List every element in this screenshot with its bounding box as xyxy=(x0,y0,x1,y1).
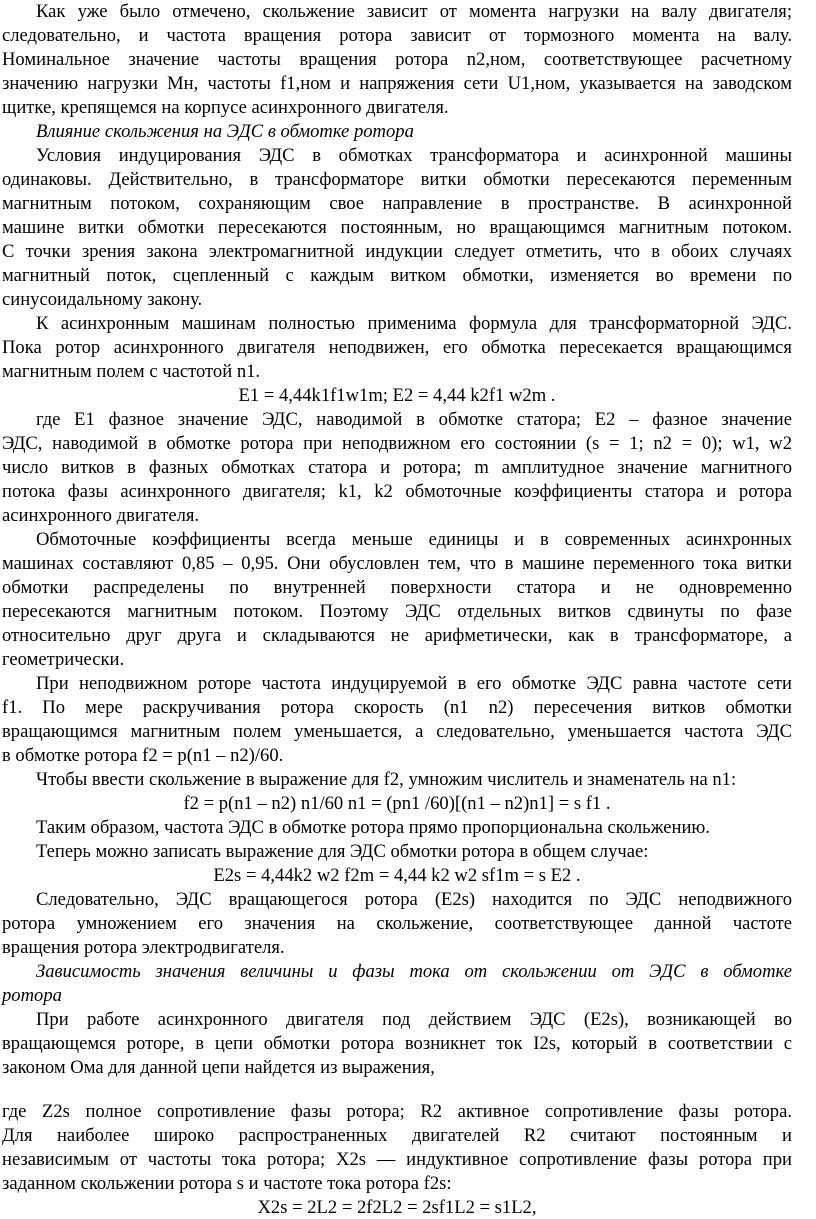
text-line: где E1 фазное значение ЭДС, наводимой в обмотке статора; E2 – фазное значение xyxy=(36,409,792,430)
text-line: где Z2s полное сопротивление фазы ротора; R2 активное сопротивление фазы ротора. xyxy=(2,1101,792,1122)
text-line: вращающимся магнитным полем уменьшается, а следовательно, уменьшается частота ЭДС xyxy=(2,721,792,742)
text-line: Как уже было отмечено, скольжение зависит от момента нагрузки на валу двигателя; xyxy=(36,1,792,22)
text-line: ЭДС, наводимой в обмотке ротора при неподвижном его состоянии (s = 1; n2 = 0); w1, w2 xyxy=(2,433,792,454)
text-line: потока фазы асинхронного двигателя; k1, k2 обмоточные коэффициенты статора и ротора xyxy=(2,481,792,502)
formula-emf: E1 = 4,44k1f1w1m; E2 = 4,44 k2f1 w2m . xyxy=(238,385,556,406)
text-line: вращающемся роторе, в цепи обмотки ротора возникнет ток I2s, который в соответствии с xyxy=(2,1033,792,1054)
text-line: машинах составляют 0,85 – 0,95. Они обусловлен тем, что в машине переменного тока витки xyxy=(2,553,792,574)
formula-reactance: X2s = 2L2 = 2f2L2 = 2sf1L2 = s1L2, xyxy=(257,1197,537,1218)
text-line: Обмоточные коэффициенты всегда меньше единицы и в современных асинхронных xyxy=(36,529,792,550)
formula-rotor-emf: E2s = 4,44k2 w2 f2m = 4,44 k2 w2 sf1m = s E2 . xyxy=(213,865,581,886)
text-line: обмотки распределены по внутренней поверхности статора и не одновременно xyxy=(2,577,792,598)
text-line: машине витки обмотки пересекаются постоянным, но вращающимся магнитным потоком. xyxy=(2,217,792,238)
text-line: одинаковы. Действительно, в трансформаторе витки обмотки пересекаются переменным xyxy=(2,169,792,190)
text-line: магнитный поток, сцепленный с каждым витком обмотки, изменяется во времени по xyxy=(2,265,792,286)
text-line: Таким образом, частота ЭДС в обмотке ротора прямо пропорциональна скольжению. xyxy=(36,817,710,838)
text-line: число витков в фазных обмотках статора и ротора; m амплитудное значение магнитного xyxy=(2,457,792,478)
text-line: синусоидальному закону. xyxy=(2,289,203,310)
text-line: вращения ротора электродвигателя. xyxy=(2,937,285,958)
text-line: При неподвижном роторе частота индуцируемой в его обмотке ЭДС равна частоте сети xyxy=(36,673,792,694)
text-line: магнитным потоком, сохраняющим свое направление в пространстве. В асинхронной xyxy=(2,193,792,214)
text-line: Чтобы ввести скольжение в выражение для f2, умножим числитель и знаменатель на n1: xyxy=(36,769,737,790)
text-line: относительно друг друга и складываются не арифметически, как в трансформаторе, а xyxy=(2,625,792,646)
text-line: При работе асинхронного двигателя под действием ЭДС (E2s), возникающей во xyxy=(36,1009,792,1030)
text-line: Номинальное значение частоты вращения ротора n2,ном, соответствующее расчетному xyxy=(2,49,792,70)
text-line: ротора умножением его значения на скольжение, соответствующее данной частоте xyxy=(2,913,792,934)
section-heading-cont: ротора xyxy=(2,985,62,1006)
text-line: f1. По мере раскручивания ротора скорость (n1 n2) пересечения витков обмотки xyxy=(2,697,792,718)
text-line: Следовательно, ЭДС вращающегося ротора (E2s) находится по ЭДС неподвижного xyxy=(36,889,792,910)
text-line: в обмотке ротора f2 = p(n1 – n2)/60. xyxy=(2,745,284,766)
section-heading: Влияние скольжения на ЭДС в обмотке ротора xyxy=(36,121,414,142)
section-heading: Зависимость значения величины и фазы тока от скольжении от ЭДС в обмотке xyxy=(36,961,792,982)
text-line: Условия индуцирования ЭДС в обмотках трансформатора и асинхронной машины xyxy=(36,145,792,166)
text-line: Для наиболее широко распространенных двигателей R2 считают постоянным и xyxy=(2,1125,792,1146)
text-line: асинхронного двигателя. xyxy=(2,505,200,526)
text-line: Теперь можно записать выражение для ЭДС обмотки ротора в общем случае: xyxy=(36,841,649,862)
text-line: следовательно, и частота вращения ротора зависит от тормозного момента на валу. xyxy=(2,25,792,46)
text-line: щитке, крепящемся на корпусе асинхронного двигателя. xyxy=(2,97,449,118)
text-line: значению нагрузки Mн, частоты f1,ном и напряжения сети U1,ном, указывается на заводском xyxy=(2,73,792,94)
text-line: С точки зрения закона электромагнитной индукции следует отметить, что в обоих случаях xyxy=(2,241,792,262)
text-line: пересекаются магнитным потоком. Поэтому ЭДС отдельных витков сдвинуты по фазе xyxy=(2,601,792,622)
text-line: Пока ротор асинхронного двигателя неподвижен, его обмотка пересекается вращающимся xyxy=(2,337,792,358)
formula-frequency: f2 = p(n1 – n2) n1/60 n1 = (pn1 /60)[(n1 – n2)n1] = s f1 . xyxy=(183,793,611,814)
text-line: заданном скольжении ротора s и частоте тока ротора f2s: xyxy=(2,1173,452,1194)
text-line: К асинхронным машинам полностью применима формула для трансформаторной ЭДС. xyxy=(36,313,792,334)
text-line: законом Ома для данной цепи найдется из выражения, xyxy=(2,1057,435,1078)
text-line: магнитным полем с частотой n1. xyxy=(2,361,261,382)
text-line: независимым от частоты тока ротора; X2s — индуктивное сопротивление фазы ротора при xyxy=(2,1149,792,1170)
text-line: геометрически. xyxy=(2,649,125,670)
